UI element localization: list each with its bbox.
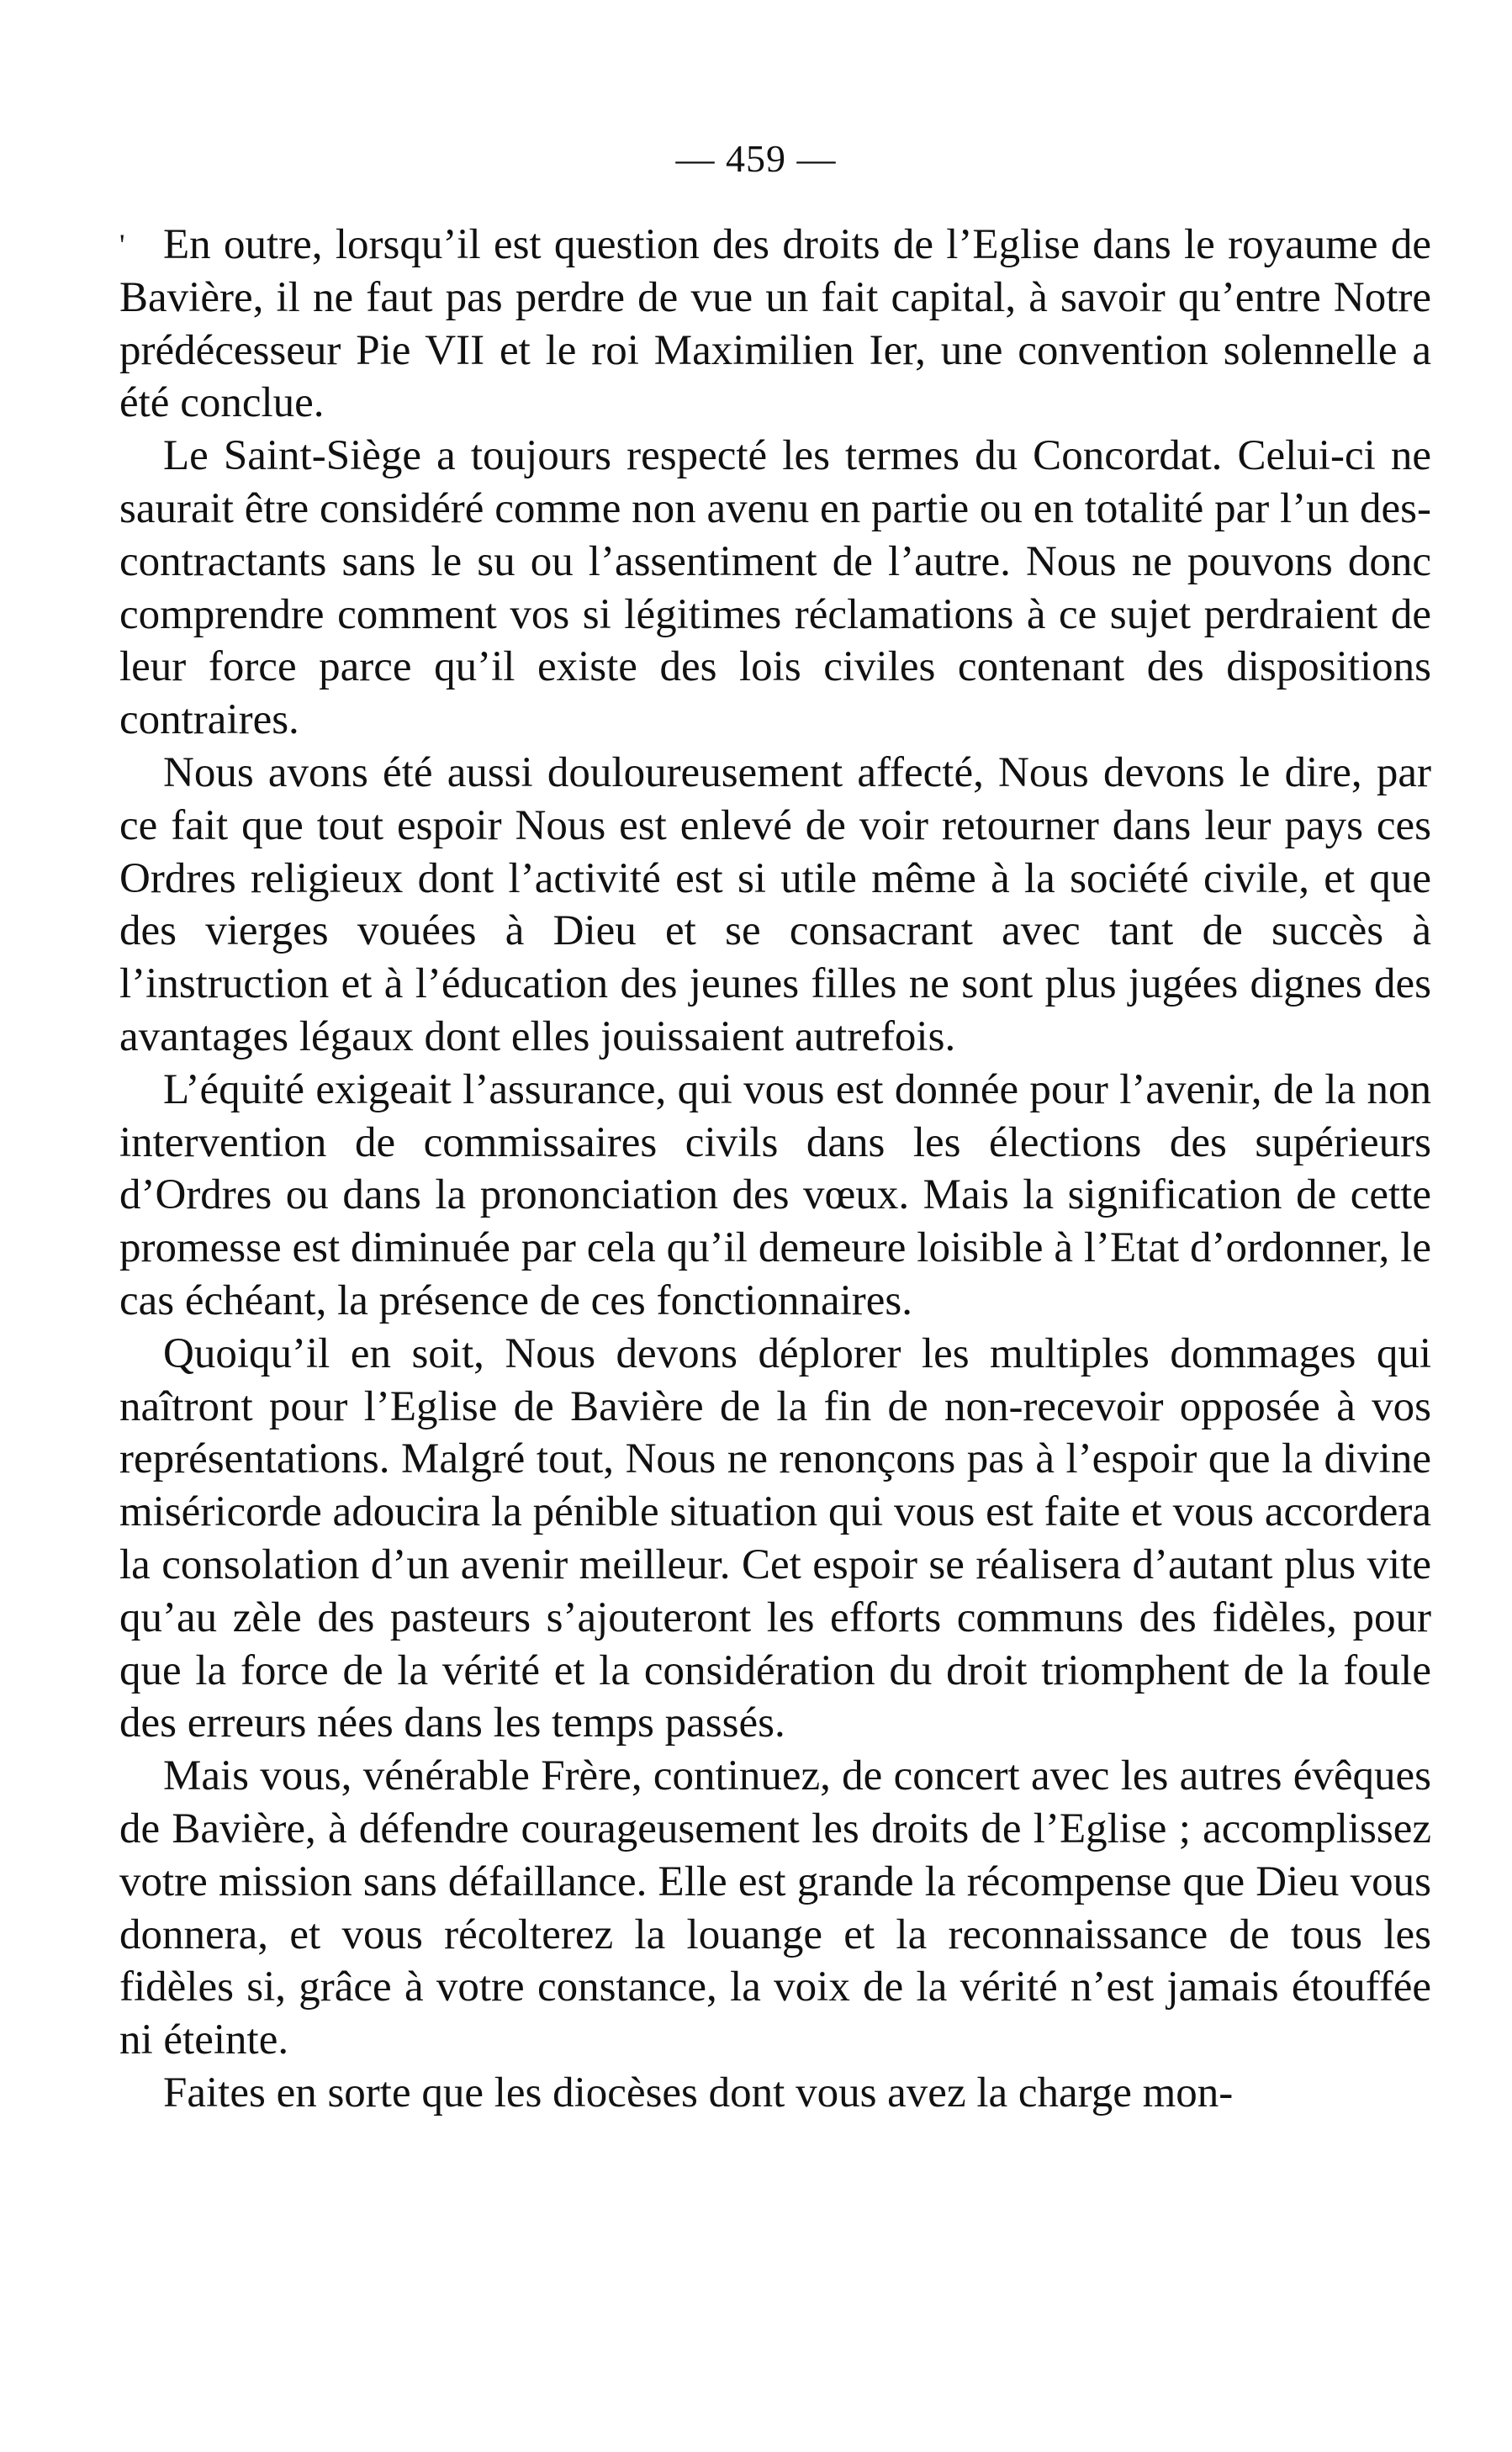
paragraph-text: En outre, lorsqu’il est question des droits de l’Eglise dans le royaume de Bavière, il ne faut pas perdre de vue un fait capital, à savoir qu’entre Notre prédécesseur Pie VII et le roi Maximilien Ier, une convention solennelle a été conclue. (119, 221, 1431, 427)
page-number: — 459 — (675, 137, 837, 180)
paragraph-7: Faites en sorte que les diocèses dont vous avez la charge mon- (163, 2069, 1234, 2116)
margin-mark: ' (119, 228, 125, 262)
paragraph-2: Le Saint-Siège a toujours respecté les termes du Concordat. Celui-ci ne saurait être considéré comme non avenu en partie ou en totalité par l’un des-contractants sans le su ou l’assentiment de l’autre. Nous ne pouvons donc comprendre comment vos si légitimes réclamations à ce sujet perdraient de leur force parce qu’il existe des lois civiles contenant des dispositions contraires. (119, 432, 1431, 744)
paragraph-3: Nous avons été aussi douloureusement affecté, Nous devons le dire, par ce fait que tout espoir Nous est enlevé de voir retourner dans leur pays ces Ordres religieux dont l’activité est si utile même à la société civile, et que des vierges vouées à Dieu et se consacrant avec tant de succès à l’instruction et à l’éducation des jeunes filles ne sont plus jugées dignes des avantages légaux dont elles jouissaient autrefois. (119, 748, 1431, 1060)
paragraph-6: Mais vous, vénérable Frère, continuez, de concert avec les autres évêques de Bavière, à défendre courageusement les droits de l’Eglise ; accomplissez votre mission sans défaillance. Elle est grande la récompense que Dieu vous donnera, et vous récolterez la louange et la reconnaissance de tous les fidèles si, grâce à votre constance, la voix de la vérité n’est jamais étouffée ni éteinte. (119, 1752, 1431, 2064)
paragraph-1 (119, 219, 1431, 430)
paragraph-5: Quoiqu’il en soit, Nous devons déplorer les multiples dommages qui naîtront pour l’Eglise de Bavière de la fin de non-recevoir opposée à vos représentations. Malgré tout, Nous ne renonçons pas à l’espoir que la divine miséricorde adoucira la pénible situation qui vous est faite et vous accordera la consolation d’un avenir meilleur. Cet espoir se réalisera d’autant plus vite qu’au zèle des pasteurs s’ajouteront les efforts communs des fidèles, pour que la force de la vérité et la considération du droit triomphent de la foule des erreurs nées dans les temps passés. (119, 1329, 1431, 1747)
paragraph-4: L’équité exigeait l’assurance, qui vous est donnée pour l’avenir, de la non intervention de commissaires civils dans les élections des supérieurs d’Ordres ou dans la prononciation des vœux. Mais la signification de cette promesse est diminuée par cela qu’il demeure loisible à l’Etat d’ordonner, le cas échéant, la présence de ces fonctionnaires. (119, 1065, 1431, 1324)
body-text (119, 219, 1431, 2120)
